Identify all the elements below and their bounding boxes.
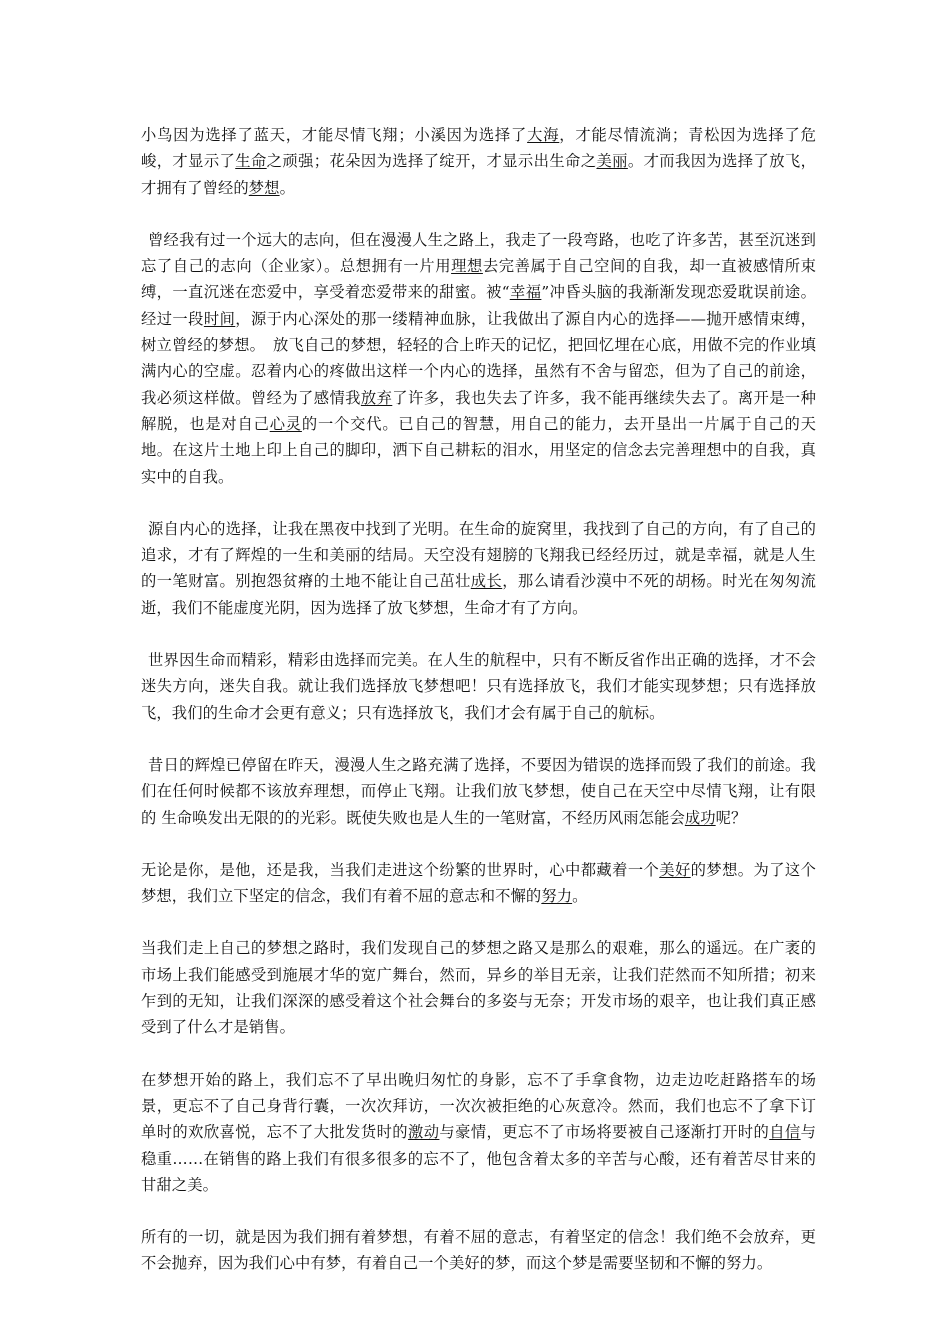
- inline-link[interactable]: 美好: [659, 860, 691, 879]
- inline-link[interactable]: 生命: [235, 152, 267, 171]
- paragraph-text: 无论是你，是他，还是我，当我们走进这个纷繁的世界时，心中都藏着一个: [141, 860, 660, 879]
- body-paragraph: [141, 647, 816, 726]
- inline-link[interactable]: 激动: [407, 1123, 440, 1142]
- body-paragraph: [141, 1224, 816, 1277]
- paragraph-text: ，才能尽情流淌；青松因为选择了危峻，才显示了: [141, 126, 817, 171]
- paragraph-text: 。: [279, 178, 295, 197]
- inline-link[interactable]: 努力: [541, 887, 573, 906]
- inline-link[interactable]: 幸福: [509, 283, 542, 302]
- paragraph-text: 所有的一切，就是因为我们拥有着梦想，有着不屈的意志，有着坚定的信念！我们绝不会放弃，更不会抛弃，因为我们心中有梦，有着自己一个美好的梦，而这个梦是需要坚韧和不懈的努力。: [141, 1228, 816, 1273]
- paragraph-text: 当我们走上自己的梦想之路时，我们发现自己的梦想之路又是那么的艰难，那么的遥远。在广袤的市场上我们能感受到施展才华的宽广舞台，然而，异乡的举目无亲，让我们茫然而不知所措；初来乍到的无知，让我们深深的感受着这个社会舞台的多姿与无奈；开发市场的艰辛，也让我们真正感受到了什么才是销售。: [141, 939, 816, 1037]
- body-paragraph: [141, 227, 816, 490]
- inline-link[interactable]: 自信: [769, 1123, 801, 1142]
- paragraph-text: 。: [572, 887, 588, 906]
- paragraph-text: ，那么请看沙漠中不死的胡杨。时光在匆匆流逝，我们不能虚度光阴，因为选择了放飞梦想，生命才有了方向。: [141, 572, 816, 617]
- inline-link[interactable]: 大海: [527, 126, 560, 144]
- body-paragraph: [141, 752, 816, 831]
- inline-link[interactable]: 放弃: [360, 388, 393, 407]
- paragraph-text: 在梦想开始的路上，我们忘不了早出晚归匆忙的身影，忘不了手拿食物，边走边吃赶路搭车的场景，更忘不了自己身背行囊，一次次拜访，一次次被拒绝的心灰意冷。然而，我们也忘不了拿下订单时的欢欣喜悦，忘不了大批发货时的: [141, 1070, 816, 1142]
- inline-link[interactable]: 美丽: [596, 152, 628, 171]
- inline-link[interactable]: 成功: [684, 808, 716, 827]
- paragraph-text: 了许多，我也失去了许多，我不能再继续失去了。离开是一种解脱，也是对自己: [141, 388, 817, 433]
- paragraph-text: 与豪情，更忘不了市场将要被自己逐渐打开时的: [439, 1123, 770, 1142]
- paragraph-text: ”冲昏头脑的我渐渐发现恋爱耽误前途。经过一段: [141, 283, 816, 328]
- paragraph-text: 源自内心的选择，让我在黑夜中找到了光明。在生命的旋窝里，我找到了自己的方向，有了自己的追求，才有了辉煌的一生和美丽的结局。天空没有翅膀的飞翔我已经经历过，就是幸福，就是人生的一笔财富。别抱怨贫瘠的土地不能让自己茁壮: [141, 519, 816, 591]
- inline-link[interactable]: 理想: [451, 257, 483, 276]
- paragraph-text: 之顽强；花朵因为选择了绽开，才显示出生命之: [266, 152, 597, 171]
- inline-link[interactable]: 时间: [203, 309, 236, 328]
- paragraph-text: 小鸟因为选择了蓝天，才能尽情飞翔；小溪因为选择了: [141, 126, 528, 144]
- paragraph-text: 的梦想。为了这个梦想，我们立下坚定的信念，我们有着不屈的意志和不懈的: [141, 860, 816, 906]
- paragraph-text: 昔日的辉煌已停留在昨天，漫漫人生之路充满了选择，不要因为错误的选择而毁了我们的前途。我们在任何时候都不该放弃理想，而停止飞翔。让我们放飞梦想，使自己在天空中尽情飞翔，让有限的 生命唤发出无限的的光彩。既使失败也是人生的一笔财富，不经历风雨怎能会: [141, 755, 816, 827]
- inline-link[interactable]: 梦想: [248, 178, 280, 197]
- paragraph-text: 的一个交代。已自己的智慧，用自己的能力，去开垦出一片属于自己的天地。在这片土地上印上自己的脚印，洒下自己耕耘的泪水，用坚定的信念去完善理想中的自我，真实中的自我。: [141, 414, 816, 486]
- paragraph-text: 世界因生命而精彩，精彩由选择而完美。在人生的航程中，只有不断反省作出正确的选择，才不会迷失方向，迷失自我。就让我们选择放飞梦想吧！只有选择放飞，我们才能实现梦想；只有选择放飞，我们的生命才会更有意义；只有选择放飞，我们才会有属于自己的航标。: [141, 651, 816, 722]
- paragraph-text: ，源于内心深处的那一缕精神血脉，让我做出了源自内心的选择——抛开感情束缚，树立曾经的梦想。 放飞自己的梦想，轻轻的合上昨天的记忆，把回忆埋在心底，用做不完的作业填满内心的空虚。忍着内心的疼做出这样一个内心的选择，虽然有不舍与留恋，但为了自己的前途，我必须这样做。曾经为了感情我: [141, 309, 817, 407]
- body-paragraph: [141, 935, 816, 1040]
- paragraph-text: 去完善属于自己空间的自我，却一直被感情所束缚，一直沉迷在恋爱中，享受着恋爱带来的甜蜜。被“: [141, 257, 817, 302]
- document-page: [141, 122, 816, 1303]
- inline-link[interactable]: 成长: [470, 572, 503, 591]
- paragraph-text: 与稳重……在销售的路上我们有很多很多的忘不了，他包含着太多的辛苦与心酸，还有着苦尽甘来的甘甜之美。: [141, 1123, 817, 1194]
- body-paragraph: [141, 516, 816, 621]
- body-paragraph: [141, 857, 816, 910]
- paragraph-text: 曾经我有过一个远大的志向，但在漫漫人生之路上，我走了一段弯路，也吃了许多苦，甚至沉迷到忘了自己的志向（企业家）。总想拥有一片用: [141, 230, 816, 276]
- paragraph-text: 。才而我因为选择了放飞，才拥有了曾经的: [141, 152, 817, 197]
- paragraph-text: 呢？: [715, 808, 747, 827]
- body-paragraph: [141, 1067, 816, 1198]
- inline-link[interactable]: 心灵: [269, 414, 302, 433]
- body-paragraph: [141, 122, 816, 201]
